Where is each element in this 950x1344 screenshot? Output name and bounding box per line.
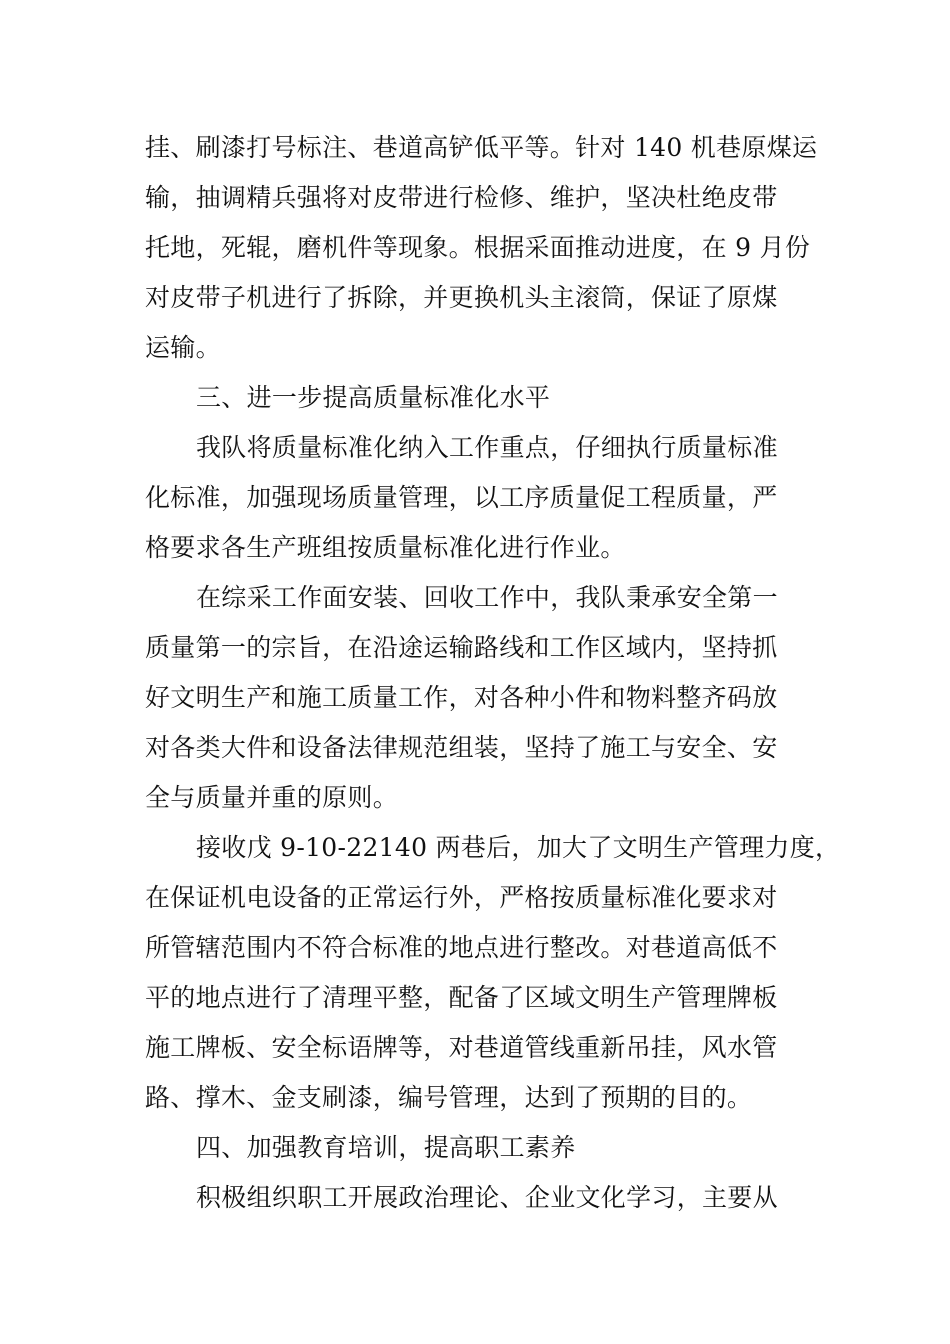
text-line: 质量第一的宗旨，在沿途运输路线和工作区域内，坚持抓: [145, 633, 778, 662]
text-line: 所管辖范围内不符合标准的地点进行整改。对巷道高低不: [145, 933, 778, 962]
text-line: 我队将质量标准化纳入工作重点，仔细执行质量标准: [196, 433, 778, 462]
text-line: 格要求各生产班组按质量标准化进行作业。: [145, 533, 626, 562]
text-line: 施工牌板、安全标语牌等，对巷道管线重新吊挂，风水管: [145, 1033, 778, 1062]
section-heading: 三、进一步提高质量标准化水平: [196, 383, 551, 412]
text-line: 积极组织职工开展政治理论、企业文化学习，主要从: [196, 1183, 778, 1212]
text-line: 对各类大件和设备法律规范组装，坚持了施工与安全、安: [145, 733, 778, 762]
text-line: 接收戊 9-10-22140 两巷后，加大了文明生产管理力度，: [196, 833, 841, 862]
text-line: 对皮带子机进行了拆除，并更换机头主滚筒，保证了原煤: [145, 283, 778, 312]
text-line: 挂、刷漆打号标注、巷道高铲低平等。针对 140 机巷原煤运: [145, 133, 818, 162]
text-line: 全与质量并重的原则。: [145, 783, 399, 812]
text-line: 运输。: [145, 333, 221, 362]
section-heading: 四、加强教育培训，提高职工素养: [196, 1133, 576, 1162]
text-line: 好文明生产和施工质量工作，对各种小件和物料整齐码放: [145, 683, 778, 712]
text-line: 路、撑木、金支刷漆，编号管理，达到了预期的目的。: [145, 1083, 753, 1112]
text-line: 输，抽调精兵强将对皮带进行检修、维护，坚决杜绝皮带: [145, 183, 778, 212]
text-line: 在综采工作面安装、回收工作中，我队秉承安全第一: [196, 583, 778, 612]
text-line: 平的地点进行了清理平整，配备了区域文明生产管理牌板: [145, 983, 778, 1012]
text-line: 在保证机电设备的正常运行外，严格按质量标准化要求对: [145, 883, 778, 912]
text-line: 托地，死辊，磨机件等现象。根据采面推动进度，在 9 月份: [145, 233, 811, 262]
text-line: 化标准，加强现场质量管理，以工序质量促工程质量，严: [145, 483, 778, 512]
